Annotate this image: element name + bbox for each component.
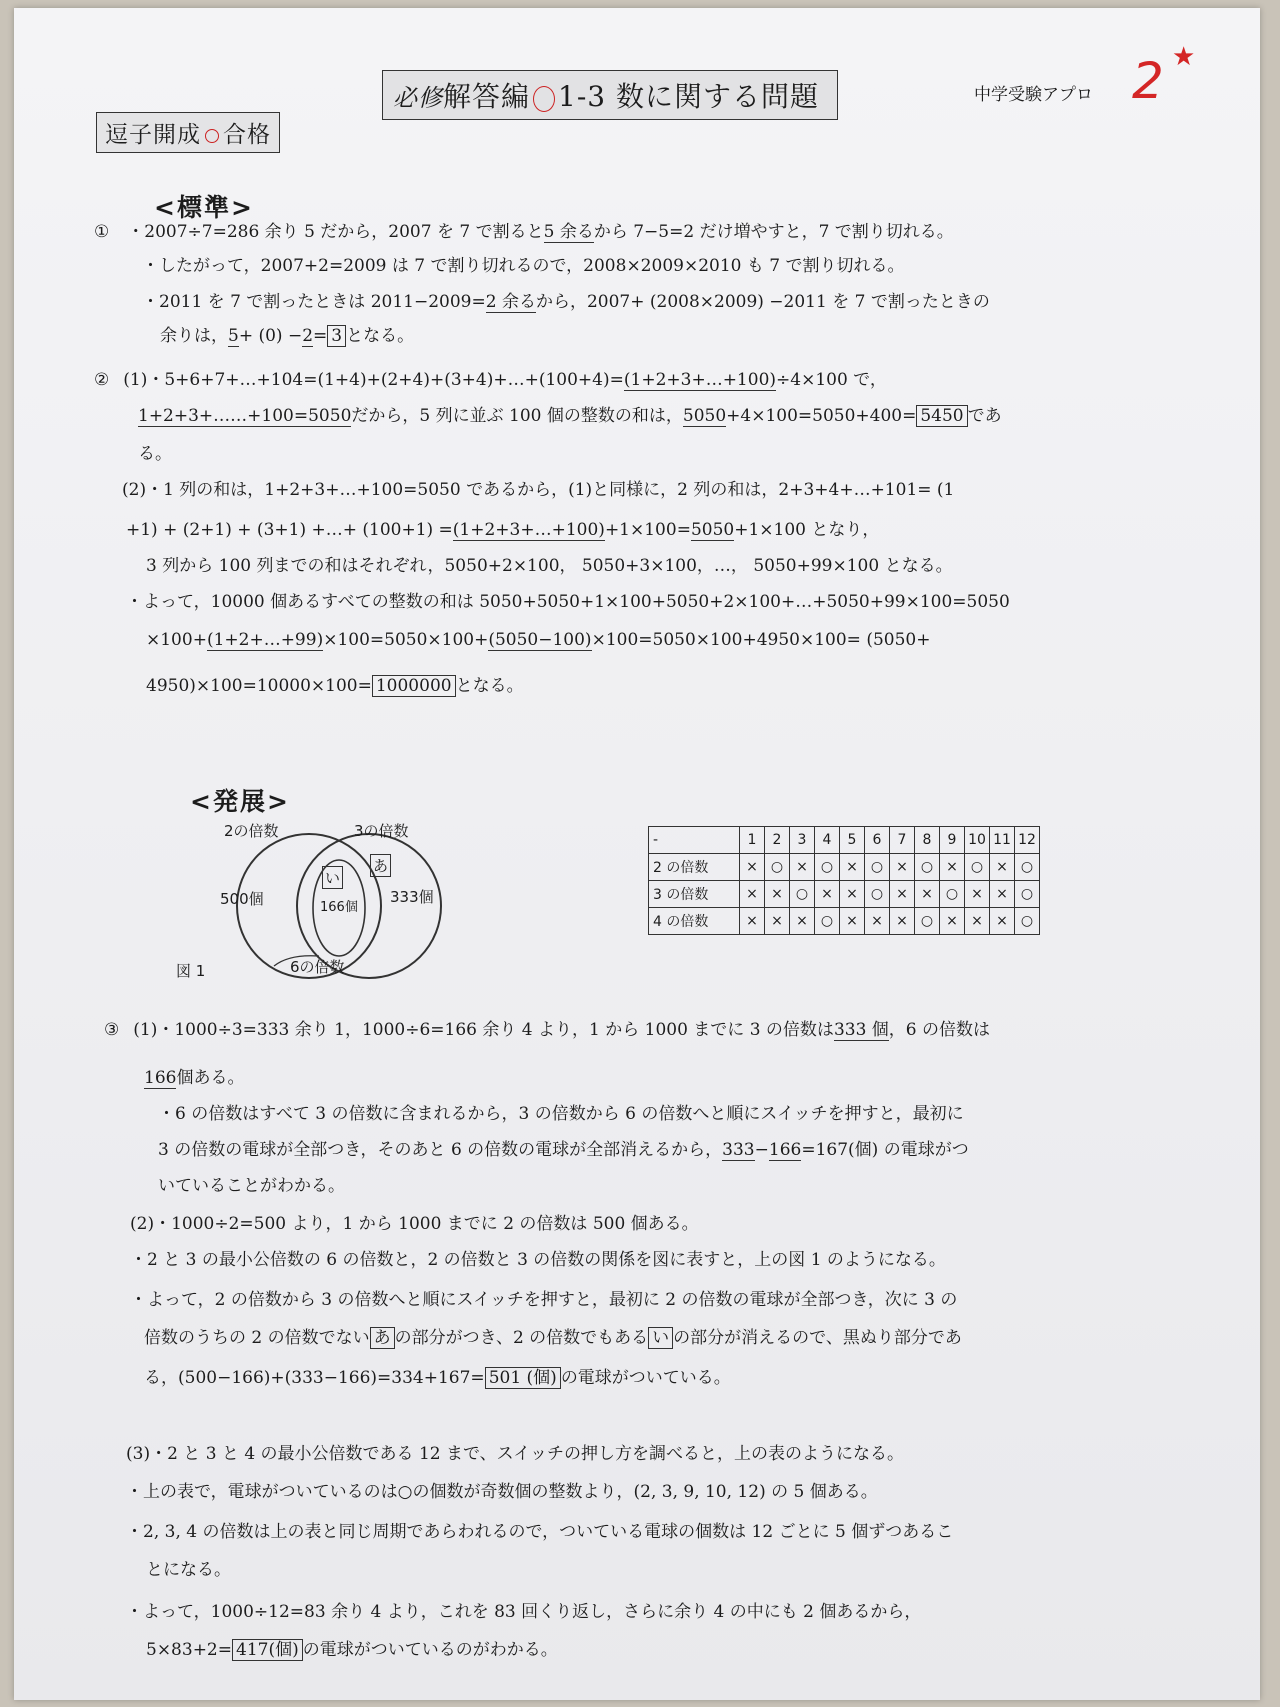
table-corner: - <box>649 827 740 854</box>
q3-line-4: 3 の倍数の電球が全部つき，そのあと 6 の倍数の電球が全部消えるから，333−166=167(個) の電球がつ <box>158 1140 969 1160</box>
star-icon: ★ <box>1172 42 1196 72</box>
table-row: 3 の倍数 × × ○ × × ○ × × ○ × × ○ <box>649 881 1040 908</box>
q1-number: ① <box>94 222 110 242</box>
q3-line-16: 5×83+2= 417(個) の電球がついているのがわかる。 <box>146 1640 558 1660</box>
q3-line-6: (2)・1000÷2=500 より，1 から 1000 までに 2 の倍数は 500 個ある。 <box>130 1214 699 1234</box>
q3-mark-i: い <box>648 1327 673 1349</box>
venn-count-center: 166個 <box>320 900 358 915</box>
q3-line-8: ・よって，2 の倍数から 3 の倍数へと順にスイッチを押すと，最初に 2 の倍数の電球が全部つき，次に 3 の <box>130 1290 958 1310</box>
q3-answer-box-2: 501 (個) <box>485 1367 561 1389</box>
venn-label-right: 3の倍数 <box>354 822 409 840</box>
q1-line-2: ・したがって，2007+2=2009 は 7 で割り切れるので，2008×2009×2010 も 7 で割り切れる。 <box>142 256 905 276</box>
q3-number: ③ <box>104 1020 120 1040</box>
q1-answer-box: 3 <box>327 325 346 347</box>
figure-caption: 図 1 <box>176 962 206 980</box>
q2-answer-box-1: 5450 <box>916 405 967 427</box>
q2-answer-box-2: 1000000 <box>372 675 456 697</box>
table-header-row: - 1 2 3 4 5 6 7 8 9 10 11 12 <box>649 827 1040 854</box>
school-tag-suffix: 合格 <box>223 122 271 148</box>
q2-line-6: 3 列から 100 列までの和はそれぞれ，5050+2×100， 5050+3×100，…， 5050+99×100 となる。 <box>146 556 953 576</box>
venn-label-left: 2の倍数 <box>224 822 279 840</box>
q3-line-10: る，(500−166)+(333−166)=334+167= 501 (個) の電球がついている。 <box>144 1368 731 1388</box>
venn-count-right: 333個 <box>390 888 434 906</box>
multiples-table <box>648 826 1040 935</box>
q2-line-8: ×100+(1+2+…+99)×100=5050×100+(5050−100)×100=5050×100+4950×100= (5050+ <box>146 630 931 650</box>
section-advanced: <発展> <box>190 787 290 816</box>
q2-line-4: (2)・1 列の和は，1+2+3+…+100=5050 であるから，(1)と同様に，2 列の和は，2+3+4+…+101= (1 <box>122 480 955 500</box>
q2-line-5: +1) + (2+1) + (3+1) +…+ (100+1) =(1+2+3+…+100)+1×100=5050+1×100 となり， <box>126 520 880 540</box>
page-title <box>382 70 838 120</box>
q3-line-13: ・2, 3, 4 の倍数は上の表と同じ周期であらわれるので，ついている電球の個数は 12 ごとに 5 個ずつあるこ <box>126 1522 954 1542</box>
school-tag <box>96 112 280 153</box>
q1-line-4: 余りは，5+ (0) −2= 3 となる。 <box>160 326 415 346</box>
red-circle-mark-icon <box>533 86 555 112</box>
q3-line-3: ・6 の倍数はすべて 3 の倍数に含まれるから，3 の倍数から 6 の倍数へと順にスイッチを押すと，最初に <box>158 1104 964 1124</box>
school-tag-name: 逗子開成 <box>105 122 201 148</box>
q2-line-1: ② (1)・5+6+7+…+104=(1+4)+(2+4)+(3+4)+…+(100+4)=(1+2+3+…+100)÷4×100 で， <box>94 370 887 390</box>
table-row: 2 の倍数 × ○ × ○ × ○ × ○ × ○ × ○ <box>649 854 1040 881</box>
q2-line-7: ・よって，10000 個あるすべての整数の和は 5050+5050+1×100+5050+2×100+…+5050+99×100=5050 <box>126 592 1010 612</box>
venn-mark-center: い <box>322 866 343 889</box>
q3-line-2: 166個ある。 <box>144 1068 245 1088</box>
q2-line-2: 1+2+3+……+100=5050だから，5 列に並ぶ 100 個の整数の和は，5050+4×100=5050+400= 5450 であ <box>138 406 1002 426</box>
answer-sheet <box>14 8 1260 1700</box>
title-section: 1-3 数に関する問題 <box>558 80 820 113</box>
q3-line-14: とになる。 <box>146 1560 231 1580</box>
q3-line-12: ・上の表で，電球がついているのは○の個数が奇数個の整数より，(2, 3, 9, 10, 12) の 5 個ある。 <box>126 1482 878 1502</box>
q3-line-9: 倍数のうちの 2 の倍数でない あ の部分がつき、2 の倍数でもある い の部分が消えるので、黒ぬり部分であ <box>144 1328 962 1348</box>
q3-line-5: いていることがわかる。 <box>158 1176 345 1196</box>
q1-line-3: ・2011 を 7 で割ったときは 2011−2009=2 余るから，2007+ (2008×2009) −2011 を 7 で割ったときの <box>142 292 990 312</box>
q2-line-3: る。 <box>138 444 172 464</box>
grade-number: 2 <box>1132 52 1164 110</box>
title-main: 解答編 <box>443 80 531 113</box>
venn-mark-right: あ <box>370 854 391 877</box>
q2-line-9: 4950)×100=10000×100= 1000000 となる。 <box>146 676 524 696</box>
brand-name: 中学受験アプロ <box>974 85 1093 105</box>
venn-label-bottom: 6の倍数 <box>290 958 345 976</box>
q3-line-7: ・2 と 3 の最小公倍数の 6 の倍数と，2 の倍数と 3 の倍数の関係を図に表すと，上の図 1 のようになる。 <box>130 1250 946 1270</box>
red-stamp-icon <box>205 129 219 143</box>
title-handwritten: 必修 <box>393 84 443 112</box>
table-row: 4 の倍数 × × × ○ × × × ○ × × × ○ <box>649 908 1040 935</box>
q3-answer-box-3: 417(個) <box>232 1639 303 1661</box>
section-standard: <標準> <box>154 193 254 222</box>
q3-mark-a: あ <box>370 1327 395 1349</box>
q3-line-15: ・よって，1000÷12=83 余り 4 より，これを 83 回くり返し，さらに余り 4 の中にも 2 個あるから， <box>126 1602 922 1622</box>
q3-line-1: ③ (1)・1000÷3=333 余り 1，1000÷6=166 余り 4 より，1 から 1000 までに 3 の倍数は333 個，6 の倍数は <box>104 1020 991 1040</box>
venn-count-left: 500個 <box>220 890 264 908</box>
q2-number: ② <box>94 370 110 390</box>
q3-line-11: (3)・2 と 3 と 4 の最小公倍数である 12 まで、スイッチの押し方を調べると，上の表のようになる。 <box>126 1444 904 1464</box>
q1-line-1: ① ・2007÷7=286 余り 5 だから，2007 を 7 で割ると5 余るから 7−5=2 だけ増やすと，7 で割り切れる。 <box>94 222 954 242</box>
